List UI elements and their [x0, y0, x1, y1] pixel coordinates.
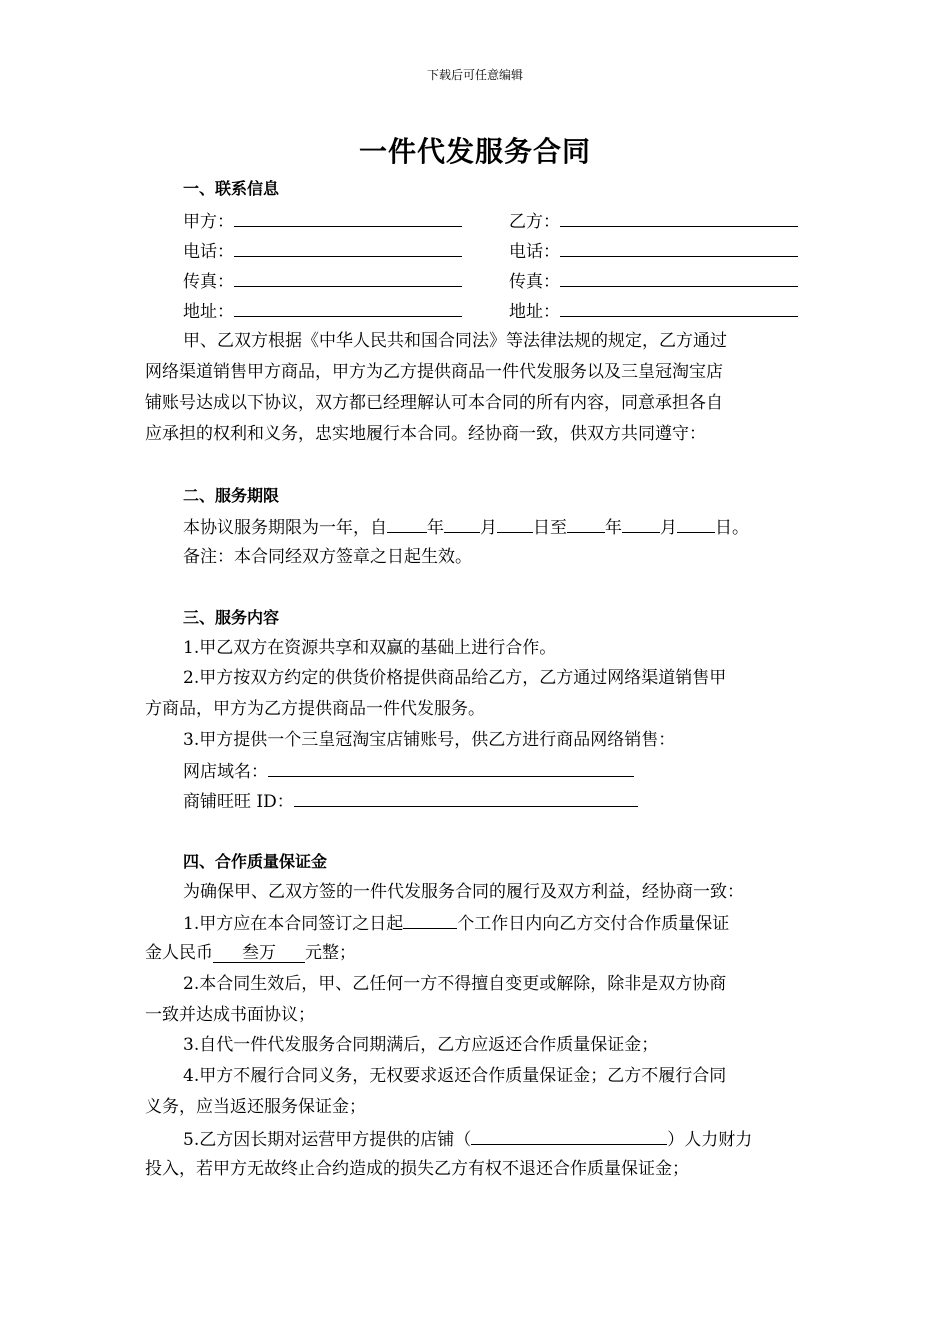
section3-heading: 三、服务内容 [183, 608, 280, 627]
fax-b-blank[interactable] [560, 268, 798, 287]
download-note: 下载后可任意编辑 [426, 68, 523, 82]
section2-heading: 二、服务期限 [183, 486, 280, 505]
fax-a-blank[interactable] [234, 268, 462, 287]
party-b-blank[interactable] [560, 208, 798, 227]
end-day-blank[interactable] [677, 514, 715, 533]
wangwang-blank[interactable] [294, 788, 638, 807]
address-b-label: 地址： [509, 302, 560, 322]
start-year-blank[interactable] [387, 514, 427, 533]
deposit-item-2-line-2: 一致并达成书面协议； [145, 1005, 315, 1025]
phone-a-row [183, 238, 462, 264]
deposit-item-3: 3.自代一件代发服务合同期满后，乙方应返还合作质量保证金； [183, 1035, 659, 1055]
end-year-label: 年 [605, 518, 622, 538]
phone-b-blank[interactable] [560, 238, 798, 257]
party-b-row [509, 208, 798, 234]
deposit-item-5-line-1 [183, 1126, 752, 1152]
fax-b-label: 传真： [509, 272, 560, 292]
end-month-blank[interactable] [622, 514, 660, 533]
start-day-label: 日至 [533, 518, 567, 538]
workdays-blank[interactable] [403, 910, 457, 929]
fax-b-row [509, 268, 798, 294]
deposit-item-5-line-2: 投入，若甲方无故终止合约造成的损失乙方有权不退还合作质量保证金； [145, 1159, 689, 1179]
preamble-line-4: 应承担的权利和义务，忠实地履行本合同。经协商一致，供双方共同遵守： [145, 424, 706, 444]
service-item-2-line-1: 2.甲方按双方约定的供货价格提供商品给乙方，乙方通过网络渠道销售甲 [183, 668, 727, 688]
end-day-label: 日。 [715, 518, 749, 538]
preamble-line-2: 网络渠道销售甲方商品，甲方为乙方提供商品一件代发服务以及三皇冠淘宝店 [145, 362, 723, 382]
deposit-amount: 叁万 [213, 944, 305, 963]
address-a-label: 地址： [183, 302, 234, 322]
address-a-blank[interactable] [234, 298, 462, 317]
shop-name-blank[interactable] [471, 1126, 667, 1145]
end-year-blank[interactable] [567, 514, 605, 533]
address-a-row [183, 298, 462, 324]
wangwang-label: 商铺旺旺 ID： [183, 792, 294, 812]
deposit-item-1-text-d: 元整； [305, 943, 356, 963]
deposit-item-5-text-a: 5.乙方因长期对运营甲方提供的店铺（ [183, 1130, 472, 1150]
wangwang-row [183, 788, 638, 814]
deposit-item-4-line-1: 4.甲方不履行合同义务，无权要求返还合作质量保证金；乙方不履行合同 [183, 1066, 727, 1086]
start-month-blank[interactable] [444, 514, 480, 533]
start-year-label: 年 [427, 518, 444, 538]
deposit-item-1-text-c: 金人民币 [145, 943, 213, 963]
deposit-item-5-text-b: ）人力财力 [667, 1130, 753, 1150]
fax-a-label: 传真： [183, 272, 234, 292]
party-a-row [183, 208, 462, 234]
service-period-line [183, 514, 749, 540]
deposit-item-1-text-a: 1.甲方应在本合同签订之日起 [183, 914, 404, 934]
address-b-blank[interactable] [560, 298, 798, 317]
fax-a-row [183, 268, 462, 294]
shop-domain-row [183, 758, 634, 784]
deposit-item-1-text-b: 个工作日内向乙方交付合作质量保证 [457, 914, 730, 934]
party-a-blank[interactable] [234, 208, 462, 227]
service-item-3: 3.甲方提供一个三皇冠淘宝店铺账号，供乙方进行商品网络销售： [183, 730, 676, 750]
start-month-label: 月 [480, 518, 497, 538]
section4-heading: 四、合作质量保证金 [183, 852, 328, 871]
service-item-2-line-2: 方商品，甲方为乙方提供商品一件代发服务。 [145, 699, 485, 719]
service-item-1: 1.甲乙双方在资源共享和双赢的基础上进行合作。 [183, 638, 557, 658]
shop-domain-blank[interactable] [268, 758, 634, 777]
period-prefix: 本协议服务期限为一年，自 [183, 518, 387, 538]
party-b-label: 乙方： [509, 212, 560, 232]
deposit-item-4-line-2: 义务，应当返还服务保证金； [145, 1097, 366, 1117]
deposit-item-2-line-1: 2.本合同生效后，甲、乙任何一方不得擅自变更或解除，除非是双方协商 [183, 974, 727, 994]
section1-heading: 一、联系信息 [183, 179, 280, 198]
contract-title: 一件代发服务合同 [358, 135, 591, 168]
preamble-line-3: 铺账号达成以下协议，双方都已经理解认可本合同的所有内容，同意承担各自 [145, 393, 723, 413]
deposit-intro: 为确保甲、乙双方签的一件代发服务合同的履行及双方利益，经协商一致： [183, 882, 744, 902]
end-month-label: 月 [660, 518, 677, 538]
start-day-blank[interactable] [497, 514, 533, 533]
deposit-item-1-line-2 [145, 941, 356, 965]
address-b-row [509, 298, 798, 324]
party-a-label: 甲方： [183, 212, 234, 232]
shop-domain-label: 网店域名： [183, 762, 268, 782]
phone-a-blank[interactable] [234, 238, 462, 257]
phone-b-row [509, 238, 798, 264]
phone-a-label: 电话： [183, 242, 234, 262]
preamble-line-1: 甲、乙双方根据《中华人民共和国合同法》等法律法规的规定，乙方通过 [183, 331, 727, 351]
deposit-item-1-line-1 [183, 910, 729, 936]
phone-b-label: 电话： [509, 242, 560, 262]
effective-note: 备注：本合同经双方签章之日起生效。 [183, 547, 472, 567]
